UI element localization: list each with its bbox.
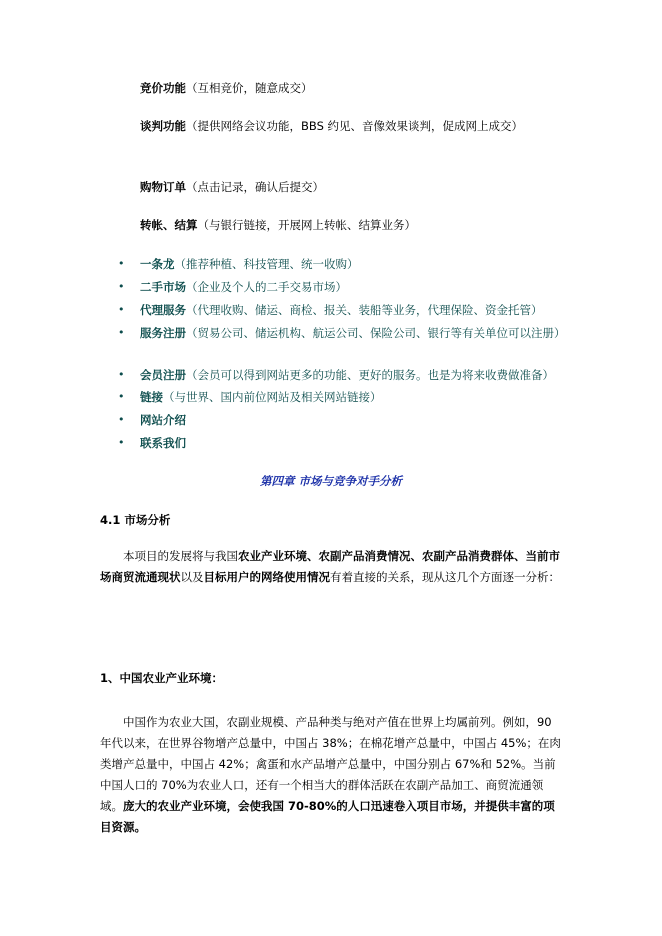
function-desc: （提供网络会议功能，BBS 约见、音像效果谈判，促成网上成交） bbox=[186, 119, 524, 133]
bullet-icon: • bbox=[118, 326, 125, 339]
list-item[interactable] bbox=[140, 389, 382, 405]
bullet-icon: • bbox=[118, 368, 125, 381]
bullet-icon: • bbox=[118, 390, 125, 403]
list-item[interactable] bbox=[140, 367, 554, 383]
list-item-label: 会员注册 bbox=[140, 368, 186, 382]
list-item-desc: （代理收购、储运、商检、报关、装船等业务，代理保险、资金托管） bbox=[186, 303, 543, 317]
intro-text: 有着直接的关系，现从这几个方面逐一分析： bbox=[330, 570, 560, 584]
function-item bbox=[140, 118, 523, 134]
section-title: 4.1 市场分析 bbox=[100, 513, 171, 527]
function-label: 购物订单 bbox=[140, 180, 186, 194]
list-item-label: 代理服务 bbox=[140, 303, 186, 317]
list-item-label: 服务注册 bbox=[140, 326, 186, 340]
function-label: 转帐、结算 bbox=[140, 218, 198, 232]
list-item-desc: （企业及个人的二手交易市场） bbox=[186, 280, 347, 294]
list-item[interactable] bbox=[140, 435, 186, 451]
list-item[interactable] bbox=[140, 256, 359, 272]
list-item-label: 联系我们 bbox=[140, 436, 186, 450]
list-item-desc: （推荐种植、科技管理、统一收购） bbox=[174, 257, 359, 271]
intro-emphasis: 目标用户的网络使用情况 bbox=[203, 570, 330, 584]
list-item-label: 一条龙 bbox=[140, 257, 175, 271]
list-item-desc: （贸易公司、储运机构、航运公司、保险公司、银行等有关单位可以注册） bbox=[186, 326, 566, 340]
intro-text: 本项目的发展将与我国 bbox=[123, 549, 238, 563]
bullet-icon: • bbox=[118, 436, 125, 449]
body-emphasis: 庞大的农业产业环境，会使我国 70-80%的人口迅速卷入项目市场，并提供丰富的项目资源。 bbox=[100, 799, 555, 834]
list-item[interactable] bbox=[140, 412, 186, 428]
chapter-title: 第四章 市场与竞争对手分析 bbox=[259, 474, 402, 488]
function-item bbox=[140, 80, 313, 96]
function-desc: （点击记录，确认后提交） bbox=[186, 180, 324, 194]
function-item bbox=[140, 179, 324, 195]
body-text: 中国作为农业大国，农副业规模、产品种类与绝对产值在世界上均属前列。例如，90 年代以来，在世界谷物增产总量中，中国占 38%；在棉花增产总量中，中国占 45%；在肉类增产总量中，中国占 42%；禽蛋和水产品增产总量中，中国分别占 67%和 52%。当前中国人口的 70%为农业人口，还有一个相当大的群体活跃在农副产品加工、商贸流通领域。 bbox=[100, 715, 561, 813]
list-item-label: 链接 bbox=[140, 390, 163, 404]
list-item[interactable] bbox=[140, 302, 543, 318]
list-item[interactable] bbox=[140, 325, 566, 341]
list-item-label: 网站介绍 bbox=[140, 413, 186, 427]
list-item-label: 二手市场 bbox=[140, 280, 186, 294]
function-label: 谈判功能 bbox=[140, 119, 186, 133]
list-item[interactable] bbox=[140, 279, 347, 295]
bullet-icon: • bbox=[118, 303, 125, 316]
bullet-icon: • bbox=[118, 413, 125, 426]
function-desc: （与银行链接，开展网上转帐、结算业务） bbox=[197, 218, 416, 232]
subsection-title: 1、中国农业产业环境： bbox=[100, 671, 224, 685]
list-item-desc: （与世界、国内前位网站及相关网站链接） bbox=[163, 390, 382, 404]
function-label: 竞价功能 bbox=[140, 81, 186, 95]
intro-paragraph bbox=[100, 546, 565, 588]
bullet-icon: • bbox=[118, 257, 125, 270]
list-item-desc: （会员可以得到网站更多的功能、更好的服务。也是为将来收费做准备） bbox=[186, 368, 554, 382]
function-item bbox=[140, 217, 416, 233]
body-paragraph bbox=[100, 712, 565, 838]
bullet-icon: • bbox=[118, 280, 125, 293]
intro-text: 以及 bbox=[180, 570, 204, 584]
function-desc: （互相竞价，随意成交） bbox=[186, 81, 313, 95]
intro-emphasis: 农业产业环境、农副产品消费情况、农副产品消费群体、当前市场商贸流通现状 bbox=[100, 549, 560, 584]
